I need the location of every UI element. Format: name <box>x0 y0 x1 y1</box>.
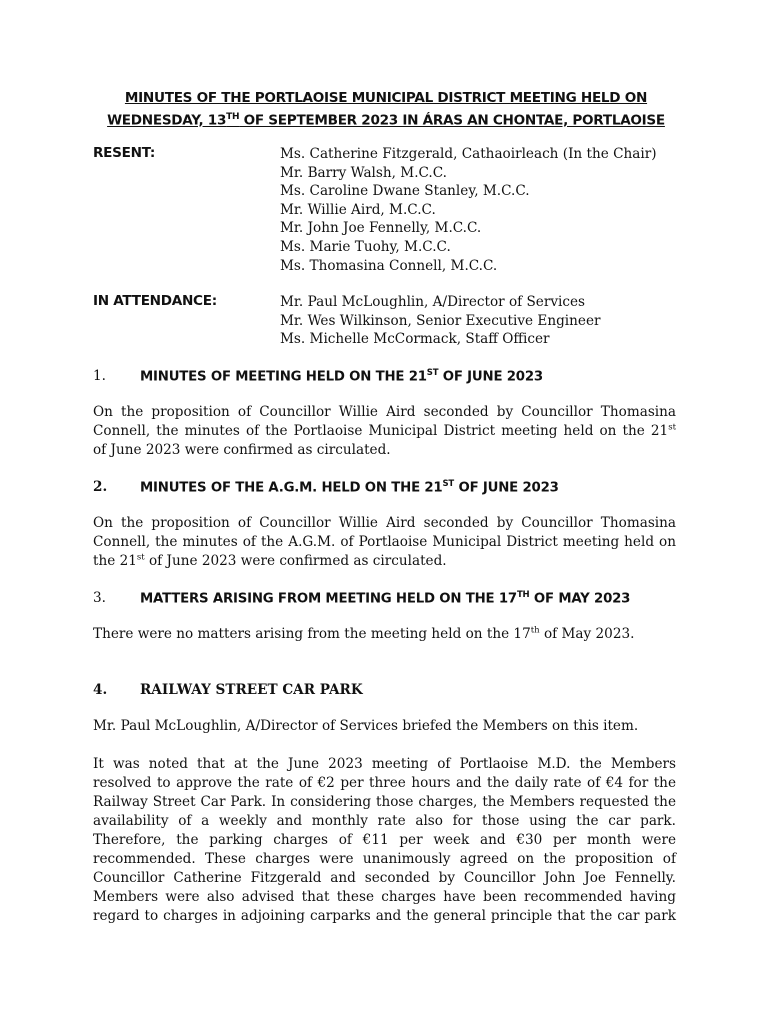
paragraph-line-text: Connell, the minutes of the Portlaoise Municipal District meeting held on the 21 <box>93 423 669 439</box>
present-name: Mr. John Joe Fennelly, M.C.C. <box>280 220 482 237</box>
section-4-heading: RAILWAY STREET CAR PARK <box>140 682 363 698</box>
present-name: Ms. Marie Tuohy, M.C.C. <box>280 238 451 255</box>
section-2-number: 2. <box>93 479 108 495</box>
section-1-heading <box>140 368 543 384</box>
paragraph-line: It was noted that at the June 2023 meeting of Portlaoise M.D. the Members <box>93 756 676 772</box>
present-list <box>280 145 657 275</box>
paragraph-line: Railway Street Car Park. In considering those charges, the Members requested the <box>93 794 676 810</box>
paragraph-line: Members were also advised that these charges have been recommended having <box>93 889 676 905</box>
paragraph-line-text: the 21 <box>93 553 137 569</box>
title-line-2-b: OF SEPTEMBER 2023 IN ÁRAS AN CHONTAE, PORTLAOISE <box>239 112 665 129</box>
section-2-paragraph <box>93 514 676 571</box>
present-name: Ms. Thomasina Connell, M.C.C. <box>280 257 498 274</box>
paragraph-line: Mr. Paul McLoughlin, A/Director of Services briefed the Members on this item. <box>93 718 639 734</box>
paragraph-sup: st <box>136 552 145 563</box>
attendance-name: Mr. Wes Wilkinson, Senior Executive Engineer <box>280 312 601 329</box>
title-line-2 <box>60 108 712 131</box>
section-3-heading-sup: TH <box>516 590 530 600</box>
section-3-number: 3. <box>93 590 106 606</box>
section-4-paragraph <box>93 755 676 926</box>
paragraph-line: availability of a weekly and monthly rate also for those using the car park. <box>93 813 676 829</box>
section-2-heading-sup: ST <box>442 479 455 489</box>
section-1-paragraph <box>93 403 676 460</box>
paragraph-line: Connell, the minutes of the A.G.M. of Portlaoise Municipal District meeting held on <box>93 534 676 550</box>
present-name: Ms. Caroline Dwane Stanley, M.C.C. <box>280 183 530 200</box>
section-4-intro <box>93 717 676 736</box>
section-2-heading <box>140 479 559 495</box>
section-4-number: 4. <box>93 682 108 698</box>
title-line-1: MINUTES OF THE PORTLAOISE MUNICIPAL DISTRICT MEETING HELD ON <box>124 90 648 106</box>
section-2-heading-b: OF JUNE 2023 <box>454 480 559 496</box>
section-1-heading-sup: ST <box>426 368 439 378</box>
title-line-2-a: WEDNESDAY, 13 <box>107 112 227 129</box>
paragraph-line <box>93 552 676 571</box>
present-label: RESENT: <box>93 145 156 161</box>
paragraph-sup: st <box>668 422 676 433</box>
title-line-2-sup: TH <box>226 112 240 122</box>
section-3-heading-a: MATTERS ARISING FROM MEETING HELD ON THE 17 <box>140 591 517 607</box>
attendance-name: Ms. Michelle McCormack, Staff Officer <box>280 331 550 348</box>
paragraph-line: On the proposition of Councillor Willie Aird seconded by Councillor Thomasina <box>93 515 676 531</box>
attendance-label: IN ATTENDANCE: <box>93 293 217 309</box>
paragraph-sup: th <box>530 625 540 636</box>
paragraph-line: On the proposition of Councillor Willie Aird seconded by Councillor Thomasina <box>93 404 676 420</box>
present-name: Mr. Barry Walsh, M.C.C. <box>280 164 447 181</box>
attendance-list <box>280 293 601 349</box>
paragraph-line <box>93 422 676 441</box>
attendance-name: Mr. Paul McLoughlin, A/Director of Services <box>280 294 585 310</box>
paragraph-line: Councillor Catherine Fitzgerald and seconded by Councillor John Joe Fennelly. <box>93 870 676 886</box>
section-3-heading-b: OF MAY 2023 <box>529 591 631 607</box>
paragraph-line-text: of May 2023. <box>539 626 635 642</box>
paragraph-line: of June 2023 were confirmed as circulated. <box>93 442 391 458</box>
section-1-heading-a: MINUTES OF MEETING HELD ON THE 21 <box>140 369 427 385</box>
paragraph-line: recommended. These charges were unanimously agreed on the proposition of <box>93 851 676 867</box>
section-1-number: 1. <box>93 368 106 384</box>
paragraph-line: resolved to approve the rate of €2 per three hours and the daily rate of €4 for the <box>93 775 676 791</box>
paragraph-line-text: of June 2023 were confirmed as circulated. <box>144 553 447 569</box>
section-3-heading <box>140 590 630 606</box>
minutes-title <box>60 89 712 131</box>
present-name: Ms. Catherine Fitzgerald, Cathaoirleach (In the Chair) <box>280 146 657 162</box>
present-name: Mr. Willie Aird, M.C.C. <box>280 201 436 218</box>
paragraph-line: regard to charges in adjoining carparks and the general principle that the car park <box>93 908 676 924</box>
section-2-heading-a: MINUTES OF THE A.G.M. HELD ON THE 21 <box>140 480 443 496</box>
section-3-paragraph <box>93 625 676 644</box>
paragraph-line <box>93 625 676 644</box>
paragraph-line: Therefore, the parking charges of €11 per week and €30 per month were <box>93 832 676 848</box>
paragraph-line-text: There were no matters arising from the meeting held on the 17 <box>93 626 531 642</box>
section-1-heading-b: OF JUNE 2023 <box>438 369 543 385</box>
